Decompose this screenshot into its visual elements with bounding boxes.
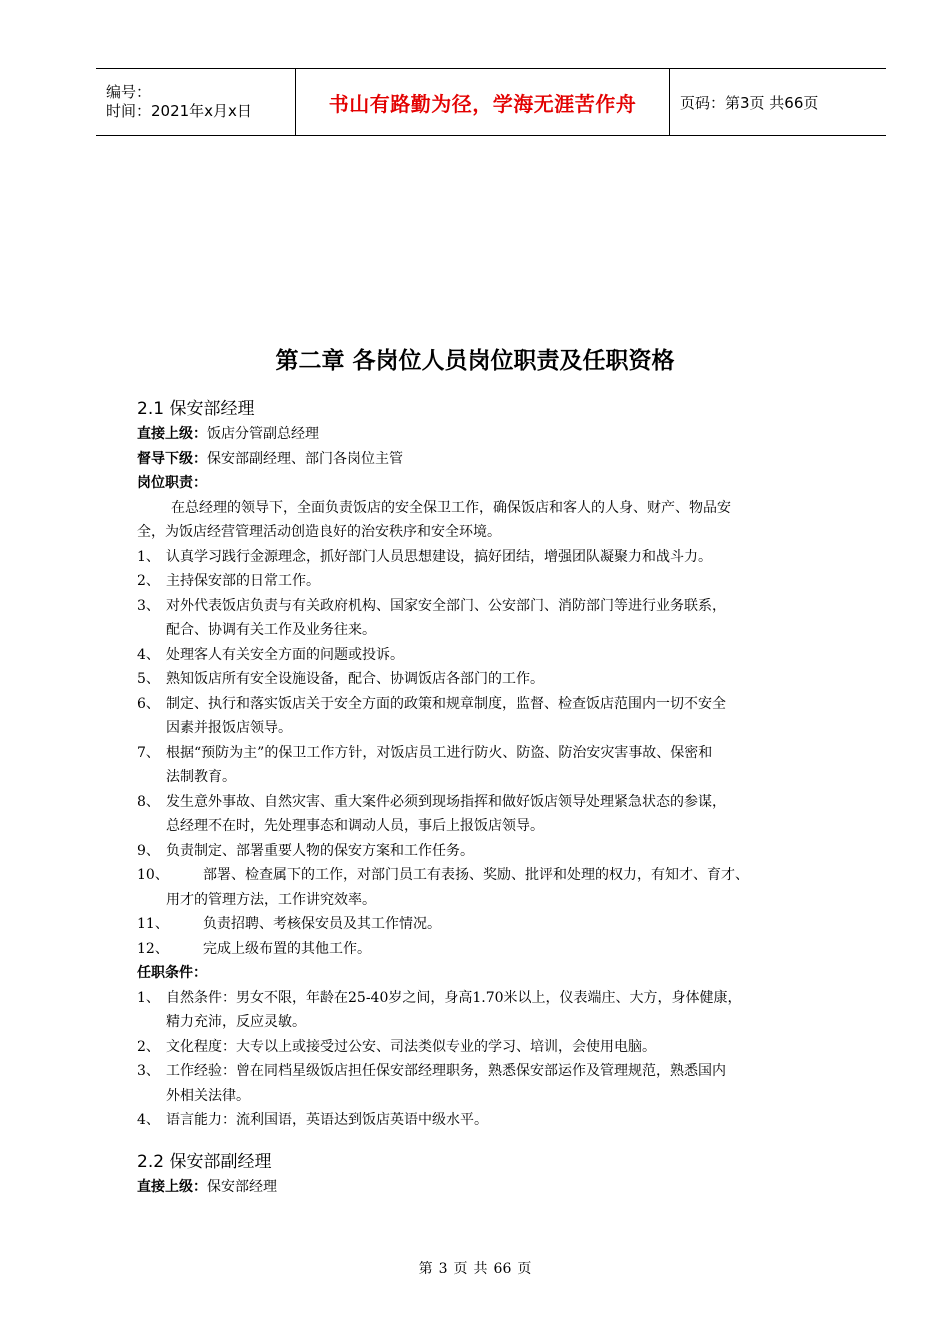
qualification-text-continued: 外相关法律。 (166, 1087, 250, 1104)
qualification-text: 语言能力：流利国语，英语达到饭店英语中级水平。 (166, 1112, 488, 1128)
footer-page-number: 3 (438, 1261, 448, 1277)
qualification-number: 2、 (137, 1038, 160, 1055)
duty-number: 10、 (137, 867, 169, 883)
direct-superior-label: 直接上级： (137, 426, 207, 442)
subordinate-value: 保安部副经理、部门各岗位主管 (207, 450, 403, 467)
qualification-item (137, 986, 859, 1011)
duty-text: 发生意外事故、自然灾害、重大案件必须到现场指挥和做好饭店领导处理紧急状态的参谋， (166, 793, 726, 810)
chapter-title: 第二章 各岗位人员岗位职责及任职资格 (275, 348, 675, 374)
footer-ye: 页 (453, 1261, 468, 1277)
duty-item (137, 937, 859, 962)
qualification-text-continued: 精力充沛，反应灵敏。 (166, 1014, 306, 1030)
time-label: 时间：2021年x月x日 (106, 102, 252, 120)
duty-item (137, 692, 859, 717)
direct-superior-line (137, 422, 859, 447)
direct-superior-value: 饭店分管副总经理 (207, 426, 319, 442)
section2-superior-value: 保安部经理 (207, 1178, 277, 1195)
duty-text: 对外代表饭店负责与有关政府机构、国家安全部门、公安部门、消防部门等进行业务联系， (166, 597, 726, 614)
duty-number: 2、 (137, 573, 160, 589)
footer-gong: 共 (473, 1261, 488, 1277)
duties-list (137, 545, 859, 962)
duty-number: 12、 (137, 940, 169, 957)
page-header (96, 68, 886, 136)
duty-number: 4、 (137, 646, 160, 663)
section-title-2-2: 2.2 保安部副经理 (137, 1151, 272, 1172)
qualifications-list (137, 986, 859, 1133)
subordinate-line (137, 447, 859, 472)
qualification-item (137, 1059, 859, 1084)
footer-total-pages: 66 (493, 1261, 512, 1277)
duty-item (137, 594, 859, 619)
qualification-item (137, 1035, 859, 1060)
header-page-info (670, 69, 886, 135)
section-title-2-1: 2.1 保安部经理 (137, 399, 255, 419)
duty-item (137, 667, 859, 692)
section2-superior-line (137, 1175, 859, 1200)
header-meta (96, 69, 296, 135)
section2-superior-label: 直接上级： (137, 1178, 207, 1195)
duty-item (137, 741, 859, 766)
duty-text: 完成上级布置的其他工作。 (203, 940, 371, 957)
qualification-item (137, 1108, 859, 1133)
duties-heading: 岗位职责： (137, 475, 207, 491)
duty-number: 7、 (137, 744, 160, 761)
duty-text-continued: 因素并报饭店领导。 (166, 720, 292, 736)
footer-ye2: 页 (517, 1261, 532, 1277)
number-label: 编号： (106, 83, 152, 101)
motto-text: 书山有路勤为径，学海无涯苦作舟 (328, 91, 637, 116)
qualification-text: 文化程度：大专以上或接受过公安、司法类似专业的学习、培训，会使用电脑。 (166, 1038, 656, 1055)
qualification-number: 1、 (137, 989, 160, 1006)
duty-text: 部署、检查属下的工作，对部门员工有表扬、奖励、批评和处理的权力，有知才、育才、 (203, 867, 749, 883)
qualification-text: 自然条件：男女不限，年龄在25-40岁之间，身高1.70米以上，仪表端庄、大方，身体健康， (166, 989, 742, 1006)
duty-item (137, 569, 859, 594)
intro-paragraph-line-1: 在总经理的领导下，全面负责饭店的安全保卫工作，确保饭店和客人的人身、财产、物品安 (171, 499, 731, 516)
duty-text-continued: 法制教育。 (166, 769, 236, 785)
duty-text-continued: 用才的管理方法，工作讲究效率。 (166, 891, 376, 908)
intro-paragraph-line-2: 全，为饭店经营管理活动创造良好的治安秩序和安全环境。 (137, 524, 501, 540)
duty-text-continued: 总经理不在时，先处理事态和调动人员，事后上报饭店领导。 (166, 818, 544, 834)
duty-number: 6、 (137, 695, 160, 712)
duty-text: 根据“预防为主”的保卫工作方针，对饭店员工进行防火、防盗、防治安灾害事故、保密和 (166, 744, 713, 761)
duty-number: 5、 (137, 671, 160, 687)
duty-text: 主持保安部的日常工作。 (166, 573, 320, 589)
page-info-text: 页码：第3页 共66页 (680, 93, 819, 112)
duty-item (137, 863, 859, 888)
qualifications-heading: 任职条件： (137, 965, 207, 981)
qualification-number: 3、 (137, 1063, 160, 1079)
duty-text: 制定、执行和落实饭店关于安全方面的政策和规章制度，监督、检查饭店范围内一切不安全 (166, 695, 726, 712)
duty-number: 11、 (137, 916, 169, 932)
duty-number: 3、 (137, 597, 160, 614)
document-body (137, 396, 859, 1199)
duty-item (137, 643, 859, 668)
footer-di: 第 (418, 1261, 433, 1277)
duty-number: 8、 (137, 793, 160, 810)
duty-number: 9、 (137, 842, 160, 859)
duty-text: 负责招聘、考核保安员及其工作情况。 (203, 916, 441, 932)
duty-item (137, 839, 859, 864)
duty-item (137, 545, 859, 570)
qualification-number: 4、 (137, 1112, 160, 1128)
subordinate-label: 督导下级： (137, 450, 207, 467)
duty-text: 熟知饭店所有安全设施设备，配合、协调饭店各部门的工作。 (166, 671, 544, 687)
qualification-text: 工作经验：曾在同档星级饭店担任保安部经理职务，熟悉保安部运作及管理规范，熟悉国内 (166, 1063, 726, 1079)
duty-text: 认真学习践行金源理念，抓好部门人员思想建设，搞好团结，增强团队凝聚力和战斗力。 (166, 548, 712, 565)
duty-text: 处理客人有关安全方面的问题或投诉。 (166, 646, 404, 663)
duty-number: 1、 (137, 548, 160, 565)
duty-item (137, 790, 859, 815)
header-motto (296, 69, 670, 135)
page-footer (0, 1258, 950, 1278)
section-spacer (137, 1133, 859, 1149)
duty-text: 负责制定、部署重要人物的保安方案和工作任务。 (166, 842, 474, 859)
duty-item (137, 912, 859, 937)
duty-text-continued: 配合、协调有关工作及业务往来。 (166, 622, 376, 638)
